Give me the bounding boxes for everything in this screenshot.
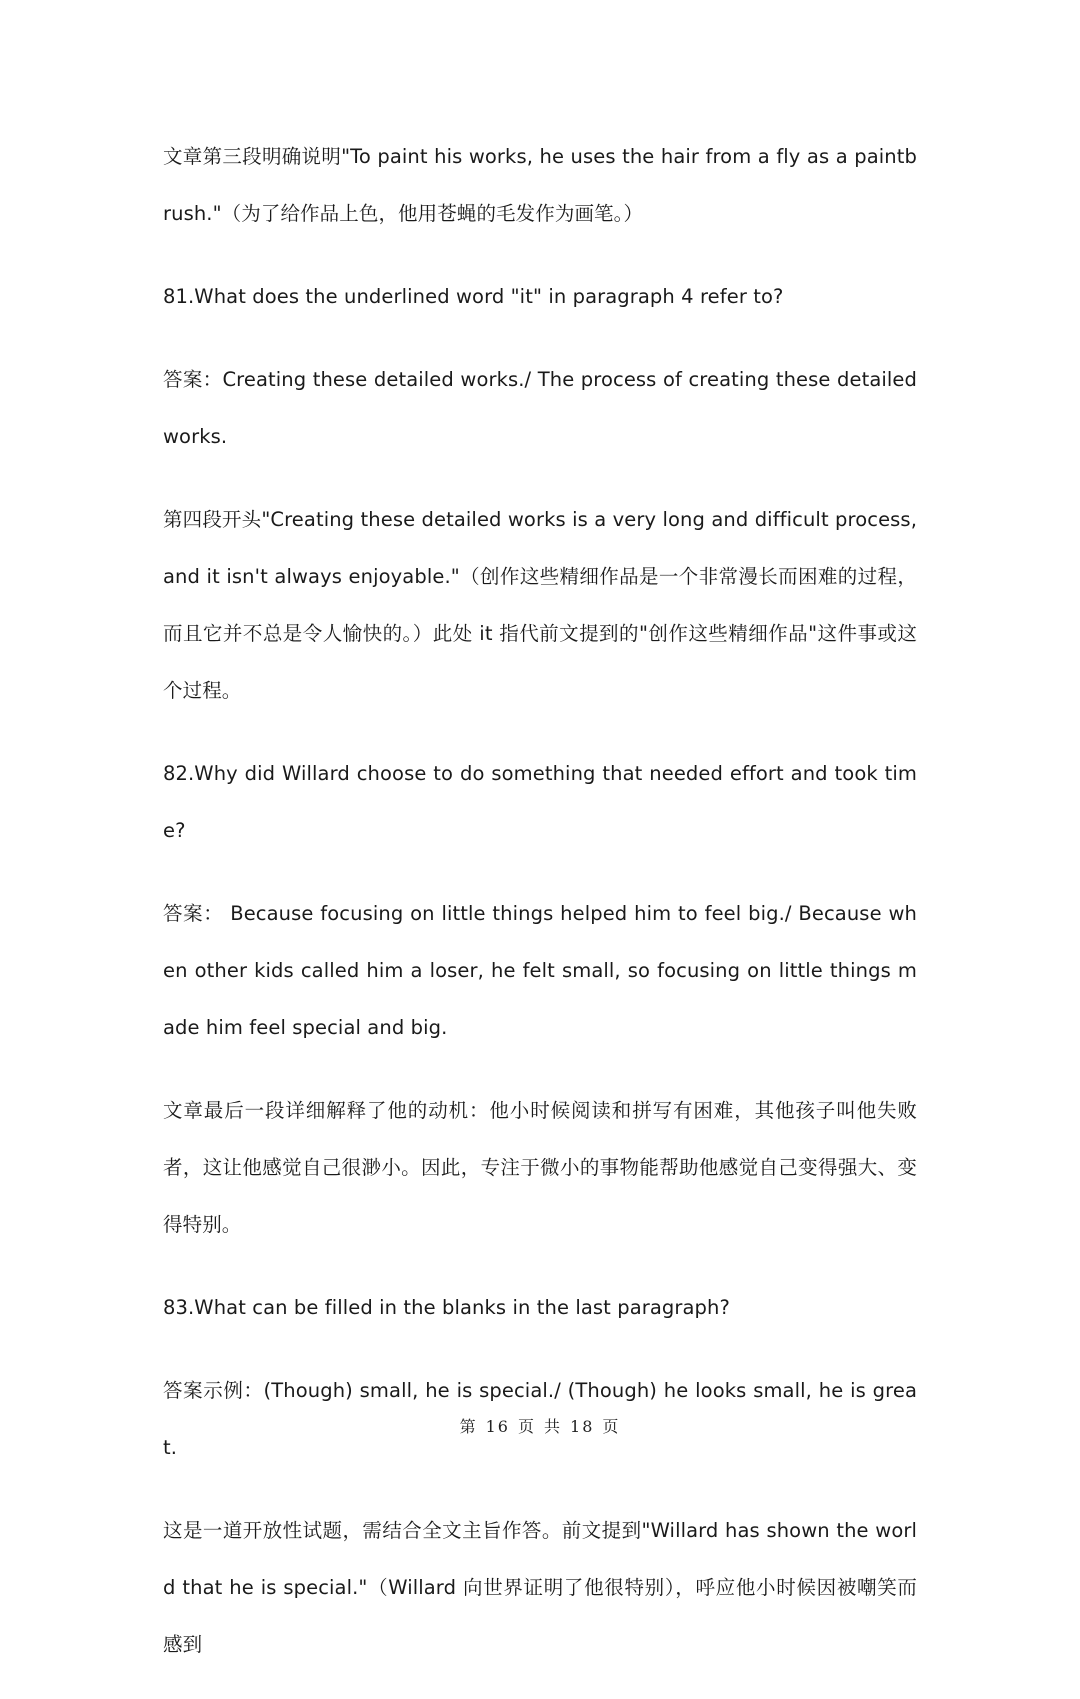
footer-prefix: 第 (459, 1417, 478, 1436)
footer-suffix: 页 (602, 1417, 621, 1436)
question-83: 83.What can be filled in the blanks in the last paragraph? (163, 1296, 730, 1319)
explanation-83: 这是一道开放性试题，需结合全文主旨作答。前文提到"Willard has shown the world that he is special."（Willard 向世界证明了他很特别），呼应他小时候因被嘲笑而感到 (163, 1519, 917, 1656)
answer-82: 答案： Because focusing on little things helped him to feel big./ Because when other kids called him a loser, he felt small, so focusing on little things made him feel special and big. (163, 902, 917, 1039)
paragraph-explanation-80: 文章第三段明确说明"To paint his works, he uses the hair from a fly as a paintbrush."（为了给作品上色，他用苍蝇的毛发作为画笔。） (163, 145, 917, 225)
question-81: 81.What does the underlined word "it" in paragraph 4 refer to? (163, 285, 784, 308)
explanation-81: 第四段开头"Creating these detailed works is a very long and difficult process, and it isn't always enjoyable."（创作这些精细作品是一个非常漫长而困难的过程，而且它并不总是令人愉快的。）此处 it 指代前文提到的"创作这些精细作品"这件事或这个过程。 (163, 508, 917, 702)
answer-81: 答案：Creating these detailed works./ The process of creating these detailed works. (163, 368, 917, 448)
footer-total-word: 共 (544, 1417, 563, 1436)
explanation-82: 文章最后一段详细解释了他的动机：他小时候阅读和拼写有困难，其他孩子叫他失败者，这让他感觉自己很渺小。因此，专注于微小的事物能帮助他感觉自己变得强大、变得特别。 (163, 1099, 917, 1236)
answer-83: 答案示例：(Though) small, he is special./ (Though) he looks small, he is great. (163, 1379, 917, 1459)
question-82: 82.Why did Willard choose to do something that needed effort and took time? (163, 762, 917, 842)
footer-total-pages: 18 (570, 1417, 595, 1436)
document-body (163, 128, 917, 1699)
footer-current-page: 16 (485, 1417, 510, 1436)
page-number-footer (0, 1414, 1080, 1437)
footer-page-word: 页 (517, 1417, 536, 1436)
